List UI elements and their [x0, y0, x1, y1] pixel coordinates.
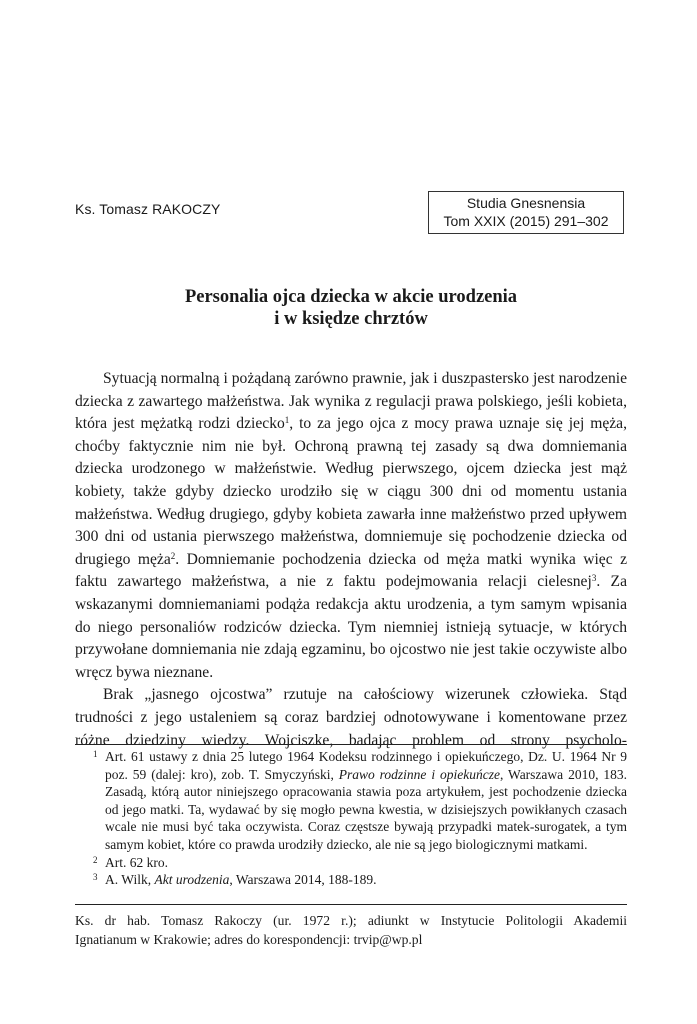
footnotes — [93, 748, 627, 889]
footnote-citation-title: Akt urodzenia — [154, 872, 230, 888]
bio-line-2: Ignatianum w Krakowie; adres do korespondencji: trvip@wp.pl — [75, 931, 423, 947]
article-title — [75, 286, 627, 330]
p1-part-a: Sytuacją normalną i pożądaną zarówno prawnie, jak i duszpastersko jest narodzenie dziecka z zawartego małżeństwa. Jak wynika z regulacji prawa polskiego, jeśli kobieta, która jest mężatką rodzi dziecko — [75, 370, 627, 433]
article-body — [75, 368, 627, 752]
journal-name: Studia Gnesnensia — [466, 195, 586, 211]
title-line-1: Personalia ojca dziecka w akcie urodzenia — [184, 287, 518, 307]
footnote-text: Art. 62 kro. — [105, 854, 168, 870]
footnote-text: A. Wilk, — [105, 872, 155, 888]
bio-line-1: Ks. dr hab. Tomasz Rakoczy (ur. 1972 r.); adiunkt w Instytucie Politologii Akademii — [75, 913, 627, 928]
footnote-text: , Warszawa 2010, 183. Zasadą, którą autor niniejszego opracowania stawia poza artykułem, jest pochodzenie dziecka od jego matki. Ta, wydawać by się mogło pewna kwestia, w dzisiejszych powikłanych czasach wcale nie musi być taka oczywista. Coraz częstsze bywają przypadki matek-surogatek, a tym samym kobiet, które co prawda urodziły dziecko, ale nie są jego biologicznymi matkami. — [105, 766, 627, 852]
footnote-ref-2: 2 — [170, 550, 176, 561]
author-bio — [75, 912, 627, 949]
body-paragraph-2: Brak „jasnego ojcostwa” rzutuje na całościowy wizerunek człowieka. Stąd trudności z jego ustaleniem są coraz bardziej odnotowywane i komentowane przez różne dziedziny wiedzy. Wojciszke, badając problem od strony psycholo- — [75, 686, 627, 749]
journal-volume: Tom XXIX (2015) 291–302 — [443, 213, 609, 229]
author-name: Ks. Tomasz RAKOCZY — [75, 201, 221, 217]
footnote-text: , Warszawa 2014, 188-189. — [229, 872, 377, 888]
footnote-number: 2 — [93, 854, 98, 865]
footnote-number: 3 — [93, 872, 98, 883]
footnote-number: 1 — [93, 749, 98, 759]
p1-part-d: . Za wskazanymi domniemaniami podąża redakcja aktu urodzenia, a tym samym wpisania do niego personaliów rodziców dziecka. Tym niemniej istnieją sytuacje, w których przywołane domniemania nie zdają egzaminu, bo ojcostwo nie jest takie oczywiste albo wręcz bywa nieznane. — [75, 573, 628, 681]
footnote-3 — [93, 871, 627, 889]
p1-part-b: , to za jego ojca z mocy prawa uznaje się jej męża, choćby faktycznie nim nie był. Ochroną prawną tej zasady są dwa domniemania dziecka urodzonego w małżeństwie. Według pierwszego, ojcem dziecka jest mąż kobiety, także gdyby dziecko urodziło się w ciągu 300 dni od momentu ustania małżeństwa. Według drugiego, gdyby kobieta zawarła inne małżeństwo przed upływem 300 dni od ustania pierwszego małżeństwa, domniemuje się pochodzenie dziecka od drugiego męża — [75, 415, 627, 568]
bio-separator — [75, 904, 627, 905]
body-paragraph-1 — [75, 368, 627, 684]
footnote-ref-3: 3 — [591, 573, 597, 584]
footnote-ref-1: 1 — [284, 415, 290, 426]
footnote-separator — [75, 744, 627, 745]
title-line-2: i w księdze chrztów — [274, 309, 428, 329]
footnote-citation-title: Prawo rodzinne i opiekuńcze — [338, 766, 500, 782]
footnote-2 — [93, 854, 627, 872]
footnote-text: Art. 61 ustawy z dnia 25 lutego 1964 Kodeksu rodzinnego i opiekuńczego, Dz. U. 1964 Nr 9 poz. 59 (dalej: kro), zob. T. Smyczyński, — [105, 749, 627, 782]
p1-part-c: . Domniemanie pochodzenia dziecka od męża matki wynika więc z faktu zawartego małżeństwa, a nie z faktu podejmowania relacji cielesnej — [75, 550, 627, 591]
footnote-1 — [93, 748, 627, 854]
journal-info-box — [428, 191, 624, 234]
